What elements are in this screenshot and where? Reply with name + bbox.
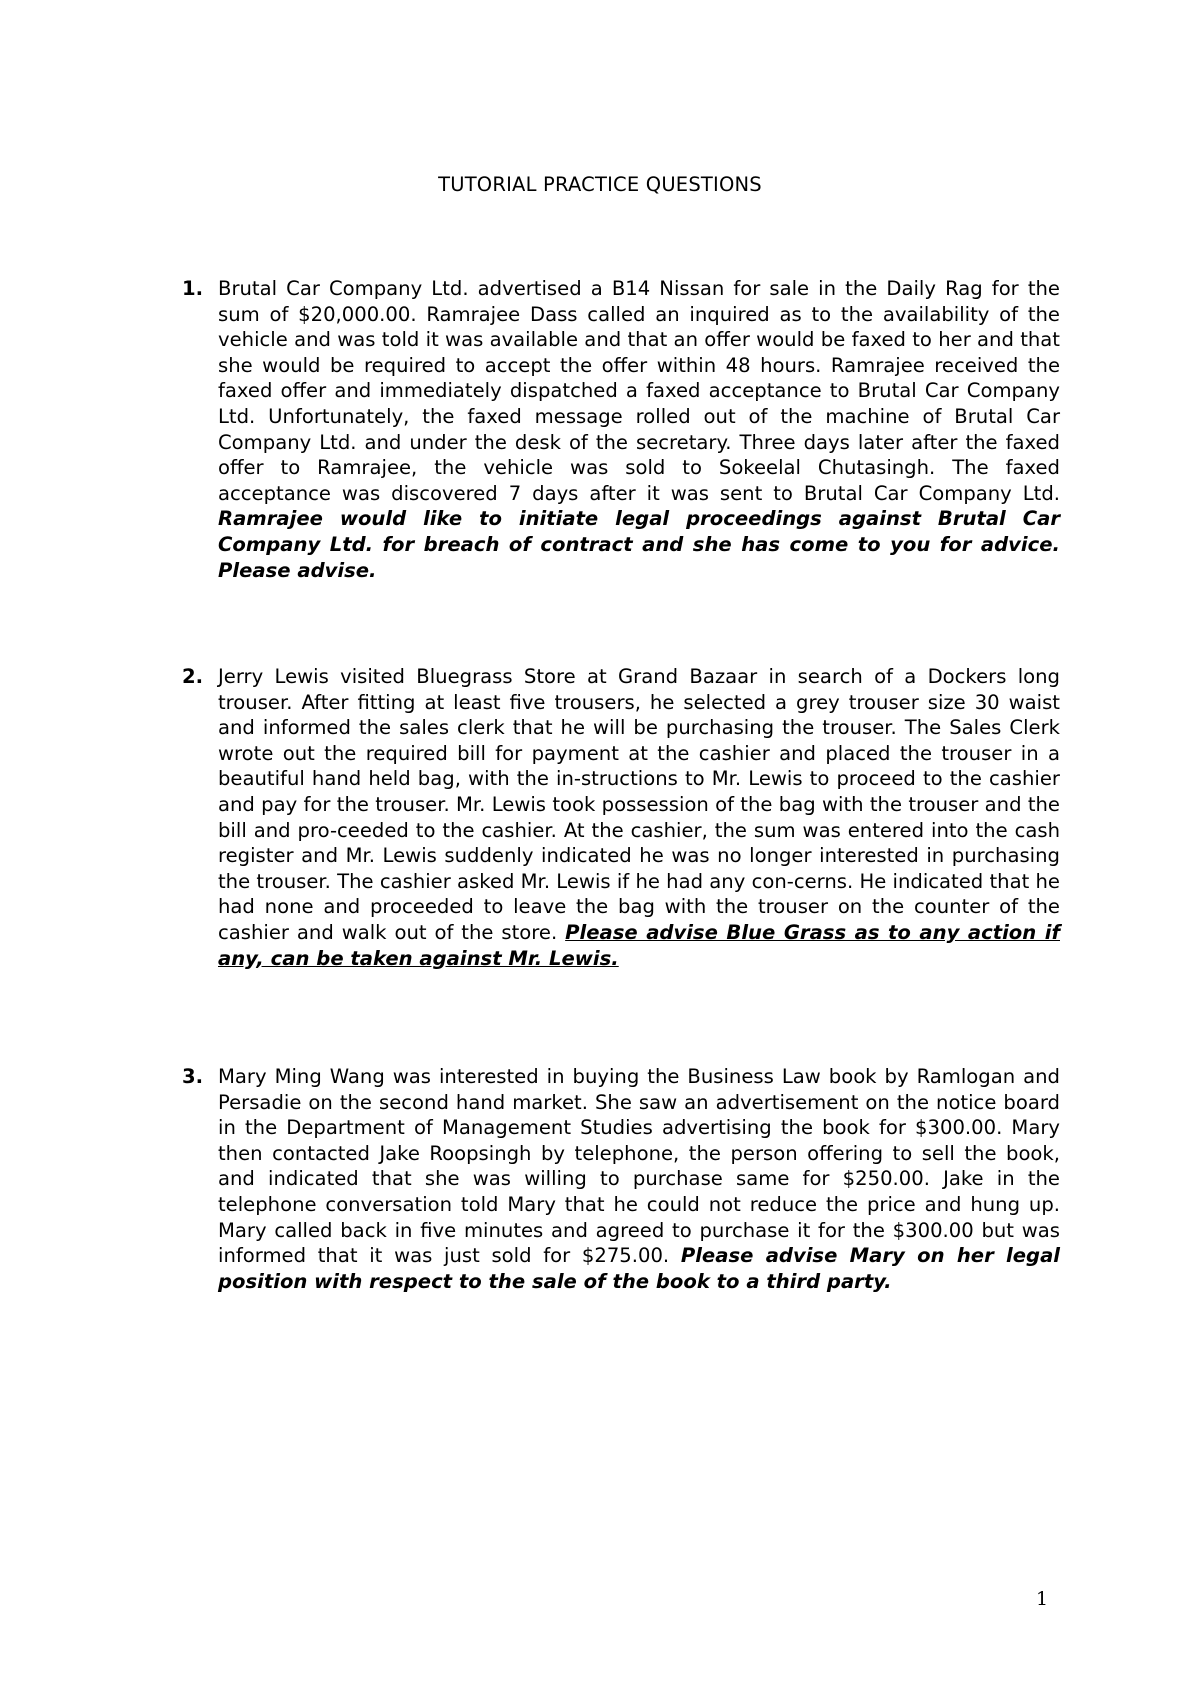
- question-number: 1.: [182, 277, 204, 300]
- question-1: [184, 276, 1060, 583]
- question-text: [218, 276, 1060, 583]
- question-text: [218, 1064, 1060, 1294]
- question-number: 3.: [182, 1065, 204, 1088]
- question-2: [184, 664, 1060, 971]
- question-body: Jerry Lewis visited Bluegrass Store at Grand Bazaar in search of a Dockers long trouser. After fitting at least five trousers, he selected a grey trouser size 30 waist and informed the sales clerk that he will be purchasing the trouser. The Sales Clerk wrote out the required bill for payment at the cashier and placed the trouser in a beautiful hand held bag, with the in-structions to Mr. Lewis to proceed to the cashier and pay for the trouser. Mr. Lewis took possession of the bag with the trouser and the bill and pro-ceeded to the cashier. At the cashier, the sum was entered into the cash register and Mr. Lewis suddenly indicated he was no longer interested in purchasing the trouser. The cashier asked Mr. Lewis if he had any con-cerns. He indicated that he had none and proceeded to leave the bag with the trouser on the counter of the cashier and walk out of the store.: [218, 665, 1060, 944]
- page-number: 1: [1036, 1588, 1049, 1610]
- question-text: [218, 664, 1060, 971]
- question-instruction: Please advise Blue Grass as to any action if any, can be taken against Mr. Lewis.: [218, 920, 1060, 970]
- question-number: 2.: [182, 665, 204, 688]
- question-instruction: Ramrajee would like to initiate legal proceedings against Brutal Car Company Ltd. for breach of contract and she has come to you for advice. Please advise.: [218, 507, 1060, 582]
- question-instruction: Please advise Mary on her legal position with respect to the sale of the book to a third party.: [218, 1244, 1061, 1293]
- question-body: Mary Ming Wang was interested in buying the Business Law book by Ramlogan and Persadie on the second hand market. She saw an advertisement on the notice board in the Department of Management Studies advertising the book for $300.00. Mary then contacted Jake Roopsingh by telephone, the person offering to sell the book, and indicated that she was willing to purchase same for $250.00. Jake in the telephone conversation told Mary that he could not reduce the price and hung up. Mary called back in five minutes and agreed to purchase it for the $300.00 but was informed that it was just sold for $275.00.: [218, 1065, 1060, 1268]
- page-title: TUTORIAL PRACTICE QUESTIONS: [438, 173, 762, 196]
- question-3: [184, 1064, 1060, 1294]
- question-body: Brutal Car Company Ltd. advertised a B14 Nissan for sale in the Daily Rag for the sum of $20,000.00. Ramrajee Dass called an inquired as to the availability of the vehicle and was told it was available and that an offer would be faxed to her and that she would be required to accept the offer within 48 hours. Ramrajee received the faxed offer and immediately dispatched a faxed acceptance to Brutal Car Company Ltd. Unfortunately, the faxed message rolled out of the machine of Brutal Car Company Ltd. and under the desk of the secretary. Three days later after the faxed offer to Ramrajee, the vehicle was sold to Sokeelal Chutasingh. The faxed acceptance was discovered 7 days after it was sent to Brutal Car Company Ltd.: [218, 277, 1060, 505]
